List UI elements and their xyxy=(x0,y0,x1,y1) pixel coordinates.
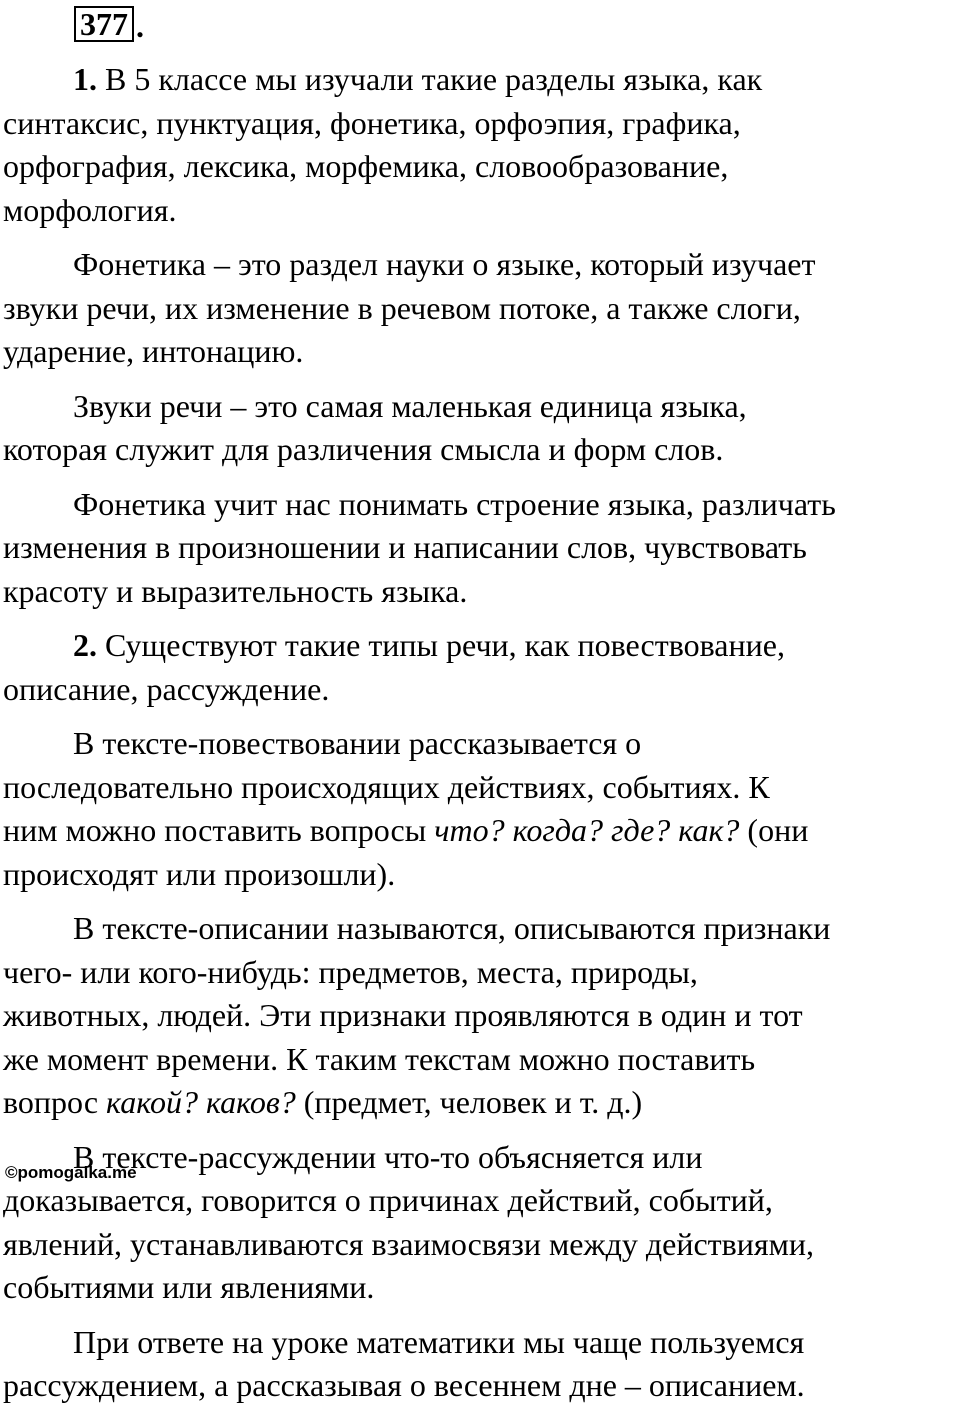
paragraph-6 xyxy=(3,722,959,896)
text-line: вопрос какой? каков? (предмет, человек и т. д.) xyxy=(3,1084,643,1120)
italic-questions: какой? каков? xyxy=(106,1084,296,1120)
text-line: Фонетика учит нас понимать строение языка, различать xyxy=(73,485,836,522)
answer-text xyxy=(3,58,959,1419)
text-line: В тексте-описании называются, описываются признаки xyxy=(73,910,831,946)
text-line: Звуки речи – это самая маленькая единица языка, xyxy=(73,387,747,424)
paragraph-7 xyxy=(3,907,959,1125)
text-line: животных, людей. Эти признаки проявляются в один и тот xyxy=(3,997,803,1033)
text-line: рассуждением, а рассказывая о весеннем дне – описанием. xyxy=(3,1367,805,1403)
text-line: ним можно поставить вопросы что? когда? где? как? (они xyxy=(3,812,809,848)
text-line: звуки речи, их изменение в речевом потоке, а также слоги, xyxy=(3,289,801,326)
item-marker: 2. xyxy=(73,627,97,663)
text-line: чего- или кого-нибудь: предметов, места, природы, xyxy=(3,953,698,990)
paragraph-1 xyxy=(3,58,959,232)
exercise-number-dot: . xyxy=(136,8,144,44)
text-line: же момент времени. К таким текстам можно поставить xyxy=(3,1040,756,1077)
paragraph-3 xyxy=(3,385,959,472)
paragraph-4 xyxy=(3,483,959,614)
paragraph-2 xyxy=(3,243,959,374)
item-marker: 1. xyxy=(73,61,97,97)
text-line: происходят или произошли). xyxy=(3,855,396,892)
text-line: Фонетика – это раздел науки о языке, который изучает xyxy=(73,246,816,282)
text-line: При ответе на уроке математики мы чаще пользуемся xyxy=(73,1323,805,1360)
text-line: 1. В 5 классе мы изучали такие разделы языка, как xyxy=(73,61,763,97)
text-line: красоту и выразительность языка. xyxy=(3,572,468,609)
paragraph-5 xyxy=(3,624,959,711)
text-line: В тексте-повествовании рассказывается о xyxy=(73,725,642,761)
text-line: явлений, устанавливаются взаимосвязи между действиями, xyxy=(3,1225,814,1262)
text-line: морфология. xyxy=(3,191,177,228)
text-line: доказывается, говорится о причинах действий, событий, xyxy=(3,1182,773,1218)
text-line: синтаксис, пунктуация, фонетика, орфоэпия, графика, xyxy=(3,104,741,141)
text-line: последовательно происходящих действиях, событиях. К xyxy=(3,768,770,805)
text-line: событиями или явлениями. xyxy=(3,1269,375,1305)
text-line: В тексте-рассуждении что-то объясняется или xyxy=(73,1138,703,1175)
text-line: орфография, лексика, морфемика, словообразование, xyxy=(3,148,729,184)
italic-questions: что? когда? где? как? xyxy=(434,812,740,848)
exercise-number xyxy=(74,6,144,42)
paragraph-8 xyxy=(3,1136,959,1310)
text-line: ударение, интонацию. xyxy=(3,333,304,369)
exercise-number-box: 377 xyxy=(74,6,134,42)
paragraph-9 xyxy=(3,1321,959,1408)
text-line: которая служит для различения смысла и форм слов. xyxy=(3,431,724,467)
text-line: изменения в произношении и написании слов, чувствовать xyxy=(3,529,807,565)
text-line: описание, рассуждение. xyxy=(3,670,330,707)
text-line: 2. Существуют такие типы речи, как повествование, xyxy=(73,627,785,663)
watermark: ©pomogalka.me xyxy=(5,1163,137,1182)
